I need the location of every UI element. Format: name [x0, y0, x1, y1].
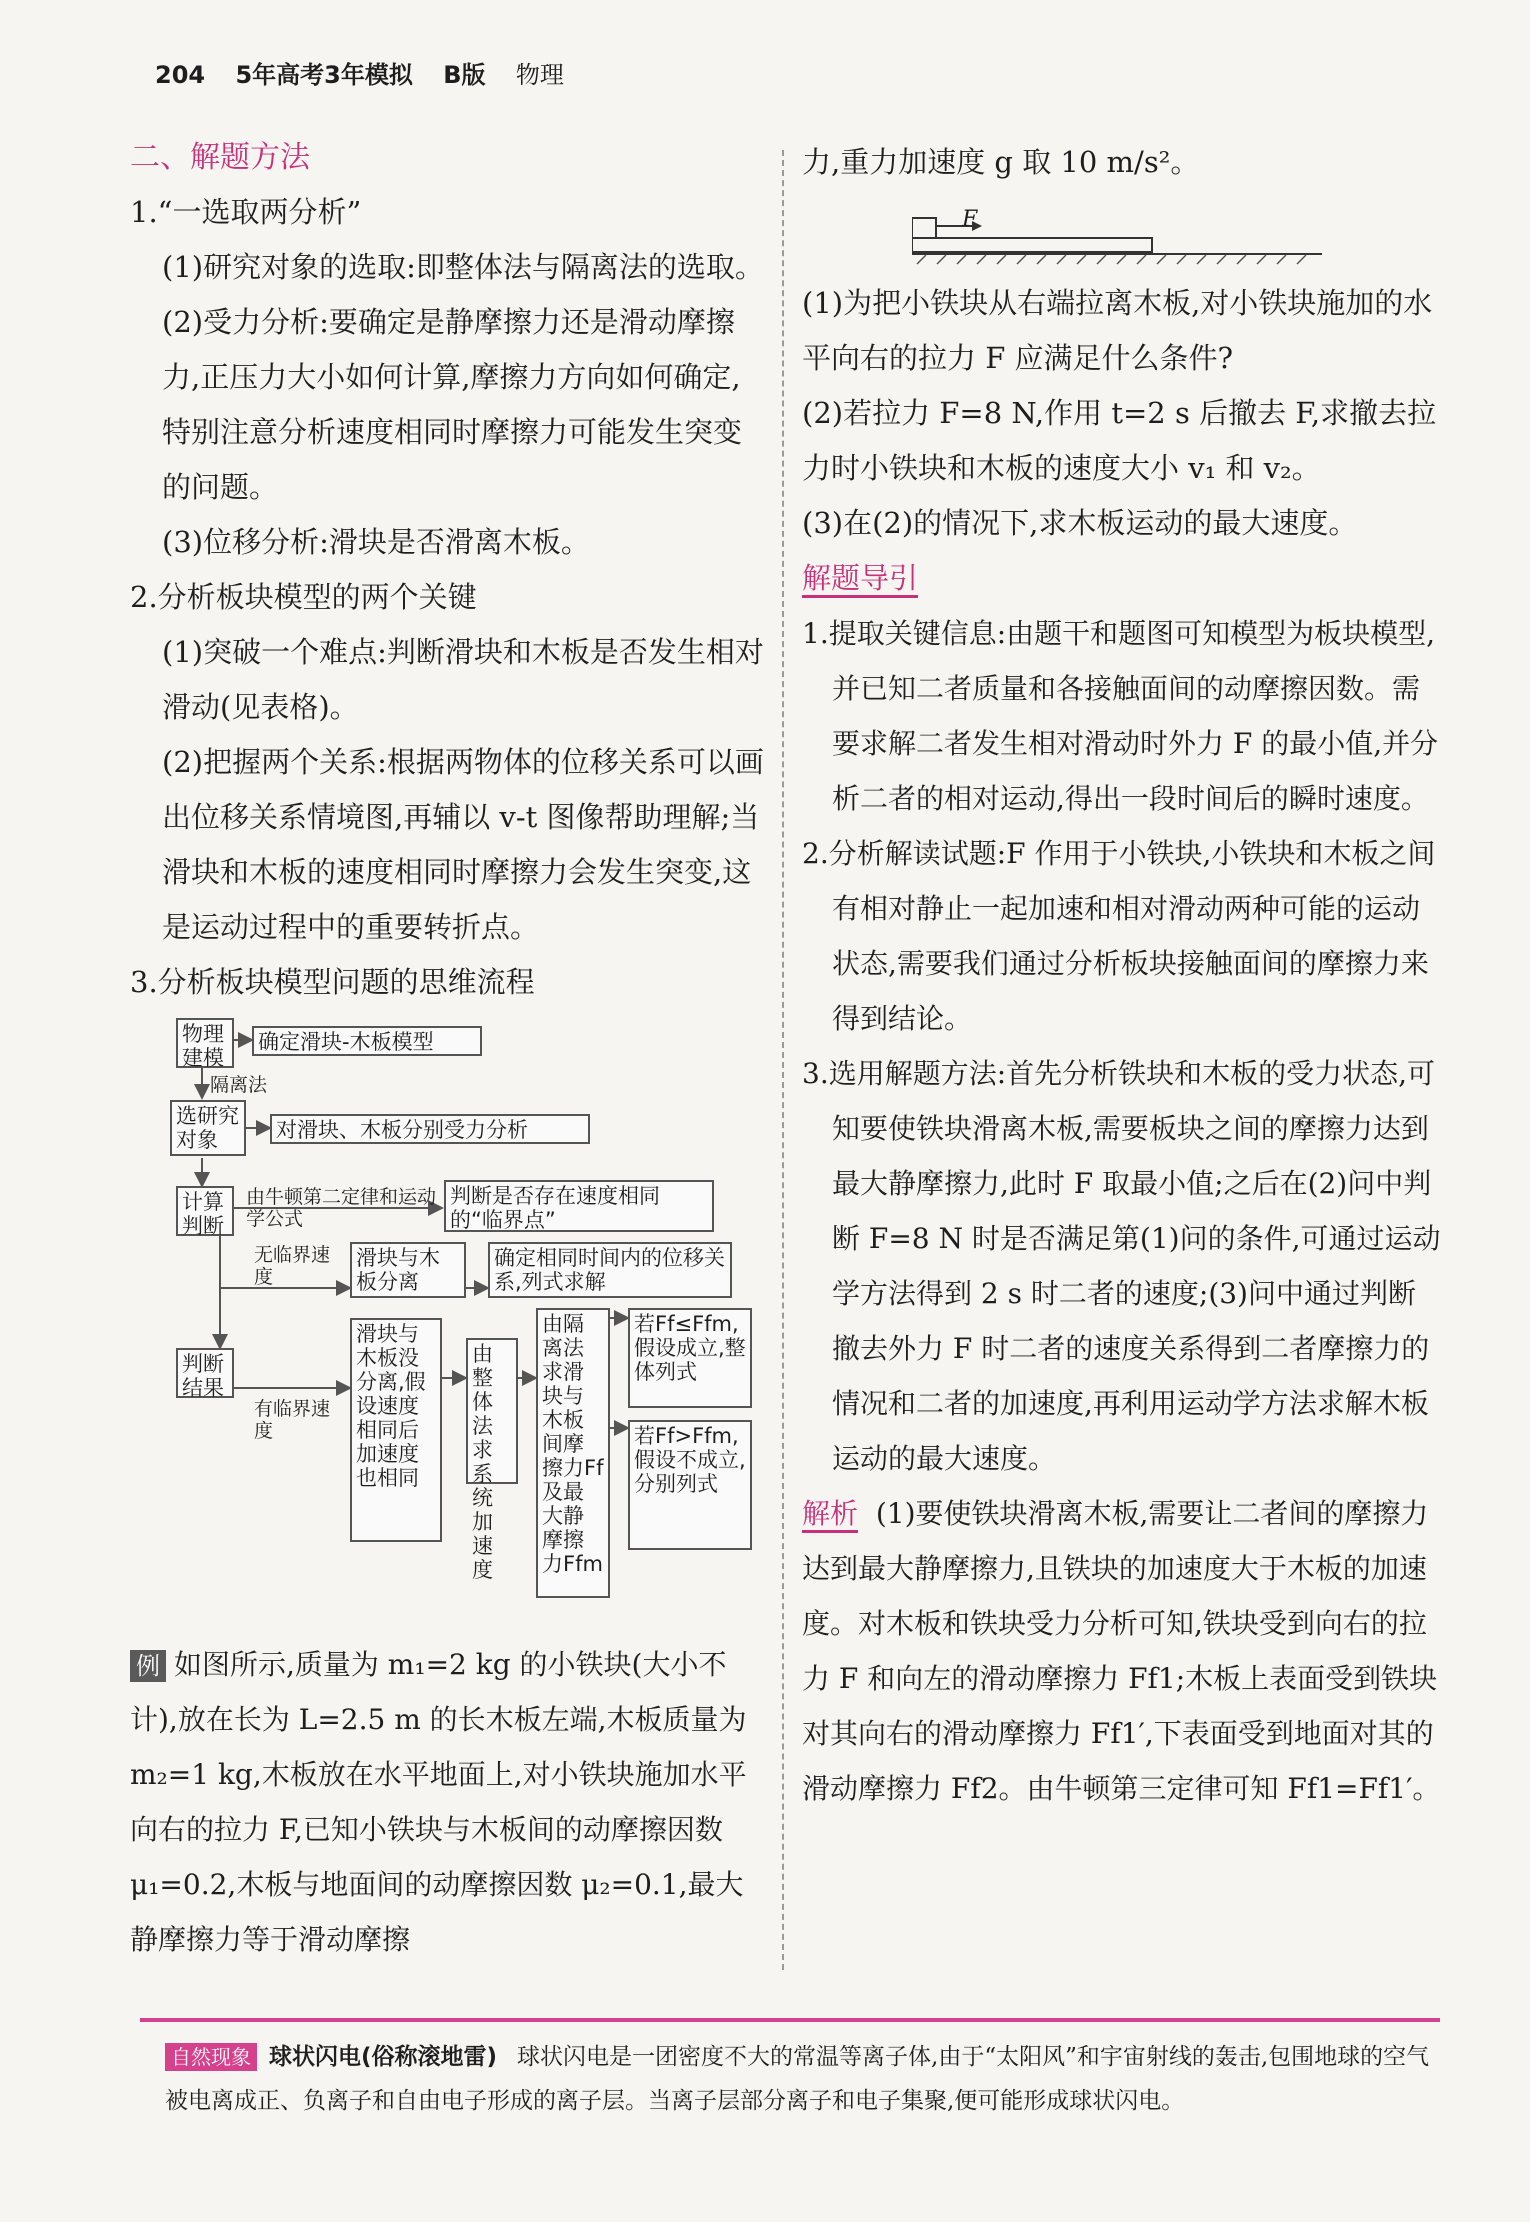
footer-badge: 自然现象 [165, 2043, 257, 2071]
flow-box-modeling: 物理建模 [176, 1018, 234, 1068]
method-1-item-1: (1)研究对象的选取:即整体法与隔离法的选取。 [162, 250, 764, 284]
flow-label-has-critical: 有临界速度 [254, 1398, 331, 1442]
example-text: 如图所示,质量为 m₁=2 kg 的小铁块(大小不计),放在长为 L=2.5 m 的长木板左端,木板质量为 m₂=1 kg,木板放在水平地面上,对小铁块施加水平向右的拉力 F,已知小铁块与木板间的动摩擦因数 μ₁=0.2,木板与地面间的动摩擦因数 μ₂=0.1,最大静摩擦力等于滑动摩擦 [130, 1648, 747, 1956]
page-number: 204 [155, 61, 206, 89]
flow-box-assume-invalid: 若Ff>Ffm,假设不成立,分别列式 [628, 1420, 752, 1550]
section-title: 二、解题方法 [130, 140, 310, 175]
thinking-flowchart [170, 1018, 770, 1623]
flow-box-critical-point: 判断是否存在速度相同的“临界点” [444, 1180, 714, 1232]
right-column [802, 135, 1442, 1816]
flow-box-force-analysis: 对滑块、木板分别受力分析 [270, 1114, 590, 1144]
flow-box-assume-valid: 若Ff≤Ffm,假设成立,整体列式 [628, 1308, 752, 1408]
footer-note [165, 2035, 1435, 2123]
example-problem [130, 1637, 765, 1967]
guide-2: 2.分析解读试题:F 作用于小铁块,小铁块和木板之间有相对静止一起加速和相对滑动两种可能的运动状态,需要我们通过分析板块接触面间的摩擦力来得到结论。 [802, 837, 1436, 1035]
guide-1: 1.提取关键信息:由题干和题图可知模型为板块模型,并已知二者质量和各接触面间的动摩擦因数。需要求解二者发生相对滑动时外力 F 的最小值,并分析二者的相对运动,得出一段时间后的瞬时速度。 [802, 617, 1439, 815]
question-2: (2)若拉力 F=8 N,作用 t=2 s 后撤去 F,求撤去拉力时小铁块和木板的速度大小 v₁ 和 v₂。 [802, 396, 1437, 485]
question-1: (1)为把小铁块从右端拉离木板,对小铁块施加的水平向右的拉力 F 应满足什么条件? [802, 286, 1433, 375]
flow-box-result: 判断结果 [176, 1348, 234, 1398]
footer-text: 球状闪电是一团密度不大的常温等离子体,由于“太阳风”和宇宙射线的轰击,包围地球的空气被电离成正、负离子和自由电子形成的离子层。当离子层部分离子和电子集聚,便可能形成球状闪电。 [165, 2044, 1430, 2114]
flow-label-newton: 由牛顿第二定律和运动学公式 [246, 1186, 437, 1230]
example-badge: 例 [130, 1650, 166, 1682]
flow-box-confirm-model: 确定滑块-木板模型 [252, 1026, 482, 1056]
flow-label-no-critical: 无临界速度 [254, 1244, 331, 1288]
page-header [155, 55, 586, 90]
method-2-item-1: (1)突破一个难点:判断滑块和木板是否发生相对滑动(见表格)。 [162, 635, 764, 724]
analysis-paragraph [802, 1486, 1442, 1816]
guide-tag: 解题导引 [802, 561, 918, 598]
flow-box-not-separate: 滑块与木板没分离,假设速度相同后加速度也相同 [350, 1318, 442, 1542]
example-text-continued: 力,重力加速度 g 取 10 m/s²。 [802, 145, 1200, 179]
footer-divider [140, 2018, 1440, 2022]
flow-box-choose-object: 选研究对象 [170, 1100, 246, 1156]
guide-3: 3.选用解题方法:首先分析铁块和木板的受力状态,可知要使铁块滑离木板,需要板块之间的摩擦力达到最大静摩擦力,此时 F 取最小值;之后在(2)问中判断 F=8 N 时是否满足第(1)问的条件,可通过运动学方法得到 2 s 时二者的速度;(3)问中通过判断撤去外力 F 时二者的速度关系得到二者摩擦力的情况和二者的加速度,再利用运动学方法求解木板运动的最大速度。 [802, 1057, 1441, 1475]
flow-box-whole-method: 由整体法求系统加速度 [466, 1338, 518, 1484]
block-board-figure [912, 198, 1332, 268]
method-2-title: 2.分析板块模型的两个关键 [130, 580, 477, 614]
method-1-title: 1.“一选取两分析” [130, 195, 362, 229]
book-subject: 物理 [515, 61, 564, 89]
book-edition: B版 [443, 61, 486, 89]
book-series: 5年高考3年模拟 [235, 61, 413, 89]
footer-title: 球状闪电(俗称滚地雷) [269, 2044, 498, 2070]
flow-box-calc-judge: 计算判断 [176, 1186, 234, 1236]
column-divider [782, 150, 784, 1970]
method-1-item-2: (2)受力分析:要确定是静摩擦力还是滑动摩擦力,正压力大小如何计算,摩擦力方向如何确定,特别注意分析速度相同时摩擦力可能发生突变的问题。 [162, 305, 743, 504]
method-3-title: 3.分析板块模型问题的思维流程 [130, 965, 535, 999]
question-3: (3)在(2)的情况下,求木板运动的最大速度。 [802, 506, 1358, 540]
flow-box-separate: 滑块与木板分离 [350, 1242, 466, 1298]
figure-force-label: F [962, 207, 978, 232]
method-1-item-3: (3)位移分析:滑块是否滑离木板。 [162, 525, 590, 559]
method-2-item-2: (2)把握两个关系:根据两物体的位移关系可以画出位移关系情境图,再辅以 v-t 图像帮助理解;当滑块和木板的速度相同时摩擦力会发生突变,这是运动过程中的重要转折点。 [162, 745, 764, 944]
flow-box-isolation-friction: 由隔离法求滑块与木板间摩擦力Ff及最大静摩擦力Ffm [536, 1308, 610, 1598]
flow-label-isolation: 隔离法 [210, 1074, 268, 1096]
analysis-text: (1)要使铁块滑离木板,需要让二者间的摩擦力达到最大静摩擦力,且铁块的加速度大于木板的加速度。对木板和铁块受力分析可知,铁块受到向右的拉力 F 和向左的滑动摩擦力 Ff1;木板上表面受到铁块对其向右的滑动摩擦力 Ff1′,下表面受到地面对其的滑动摩擦力 Ff2。由牛顿第三定律可知 Ff1=Ff1′。 [802, 1497, 1441, 1805]
flow-box-displacement: 确定相同时间内的位移关系,列式求解 [488, 1242, 732, 1298]
left-column [130, 130, 765, 1967]
analysis-tag: 解析 [802, 1497, 858, 1533]
